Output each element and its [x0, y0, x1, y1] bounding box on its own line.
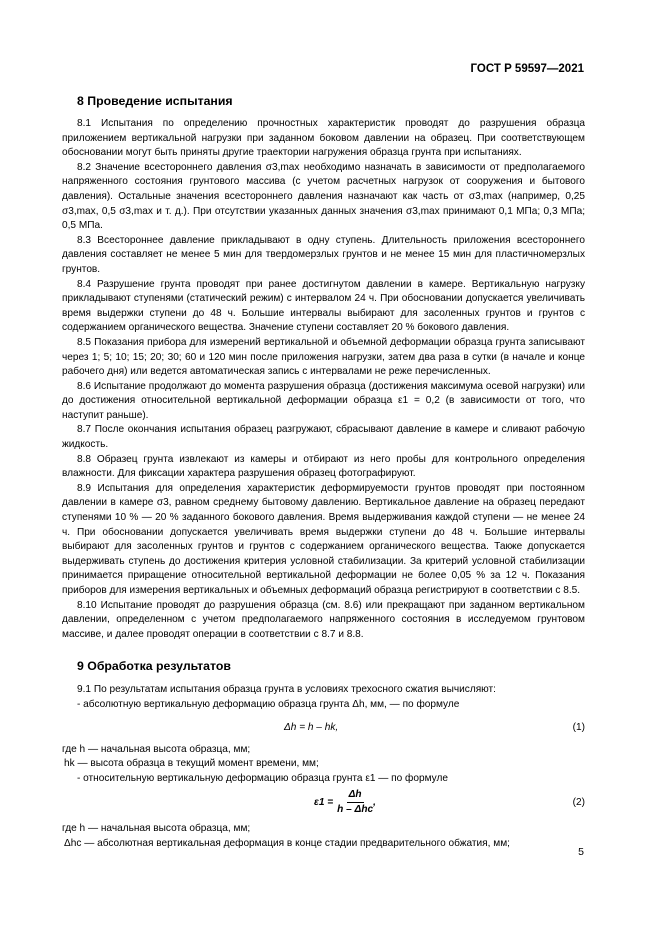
paragraph-8-3: 8.3 Всестороннее давление прикладывают в одну ступень. Длительность приложения всестороннего давления составляет не менее 5 мин для твердомерзлых грунтов и не менее 15 мин для пластичномерзлых грунтов. [62, 234, 585, 275]
paragraph-8-5: 8.5 Показания прибора для измерений вертикальной и объемной деформации образца грунта записывают через 1; 5; 10; 15; 20; 30; 60 и 120 мин после приложения нагрузки, затем два раза в сутки (в начале и конце рабочего дня) или ведется автоматическая запись с интервалами не реже перечисленных. [62, 336, 585, 378]
paragraph-8-4: 8.4 Разрушение грунта проводят при ранее достигнутом давлении в камере. Вертикальную нагрузку прикладывают ступенями (статический режим) с интервалом 24 ч. При обосновании допускается увеличивать время выдержки ступени до 48 ч. Большие интервалы выбирают для засоленных грунтов и грунтов с содержанием органического вещества. Значение ступени составляет 20 % бокового давления. [62, 278, 585, 334]
formula-1-expression: Δh = h – hk, [284, 721, 339, 733]
section-8-title: 8 Проведение испытания [77, 94, 233, 108]
formula-2-fraction [337, 788, 373, 817]
formula-2-tail: , [373, 796, 376, 808]
formula-1-intro: - абсолютную вертикальную деформацию образца грунта Δh, мм, — по формуле [77, 698, 460, 710]
formula-2 [62, 786, 585, 822]
formula-2-where-h: где h — начальная высота образца, мм; [62, 823, 251, 835]
paragraph-8-10: 8.10 Испытание проводят до разрушения образца (см. 8.6) или прекращают при заданном вертикальном давлении, определенном с учетом предполагаемого напряженного состояния в исследуемом грунтовом массиве, и далее проводят операции в соответствии с 8.7 и 8.8. [62, 599, 585, 640]
paragraph-8-6: 8.6 Испытание продолжают до момента разрушения образца (достижения максимума осевой нагрузки) или до достижения относительной вертикальной деформации образца ε1 = 0,2 (в зависимости от того, что наступит раньше). [62, 380, 585, 421]
formula-1-number: (1) [572, 721, 585, 733]
document-code: ГОСТ Р 59597—2021 [470, 63, 584, 75]
formula-2-number: (2) [572, 797, 585, 809]
page-number: 5 [578, 846, 584, 858]
formula-2-expression [314, 788, 376, 817]
formula-1 [62, 713, 585, 743]
formula-2-intro: - относительную вертикальную деформацию образца грунта ε1 — по формуле [77, 772, 448, 784]
formula-1-where-hk [62, 757, 585, 772]
page-content [62, 90, 585, 852]
paragraph-8-2: 8.2 Значение всестороннего давления σ3,max необходимо назначать в зависимости от предполагаемого напряженного состояния грунтового массива (с учетом расчетных нагрузок от сооружения и бытового давления). Остальные значения всестороннего давления назначают как часть от σ3,max (например, 0,25 σ3,max, 0,5 σ3,max и т. д.). При отсутствии указанных данных значения σ3,max принимают 0,1 МПа; 0,3 МПа; 0,5 МПа. [62, 161, 585, 232]
section-9-title: 9 Обработка результатов [77, 659, 231, 674]
where-hk-text: hk — высота образца в текущий момент времени, мм; [64, 758, 319, 770]
paragraph-8-8: 8.8 Образец грунта извлекают из камеры и отбирают из него пробы для контрольного определения влажности. Для фиксации характера разрушения образец фотографируют. [62, 453, 585, 480]
formula-2-lhs: ε1 = [314, 796, 334, 808]
paragraph-9-1: 9.1 По результатам испытания образца грунта в условиях трехосного сжатия вычисляют: [77, 684, 496, 696]
formula-2-denominator: h – Δhc [337, 804, 374, 816]
paragraph-8-1: 8.1 Испытания по определению прочностных характеристик проводят до разрушения образца приложением вертикальной нагрузки при заданном боковом давлении на образец. При соответствующем обосновании могут быть приняты другие траектории нагружения образца грунта при испытаниях. [62, 118, 585, 159]
formula-2-where-dhc: Δhc — абсолютная вертикальная деформация в конце стадии предварительного обжатия, мм; [64, 837, 510, 849]
formula-1-where-h: где h — начальная высота образца, мм; [62, 743, 251, 755]
formula-2-numerator: Δh [347, 788, 364, 803]
paragraph-8-9: 8.9 Испытания для определения характеристик деформируемости грунтов проводят при постоянном давлении в камере σ3, равном среднему бытовому давлению. Вертикальное давление на образец передают ступенями 10 % — 20 % заданного бокового давления. Время выдерживания каждой ступени — не менее 24 ч. При обосновании допускается увеличивать время выдержки ступени до 48 ч. Большие интервалы выбирают для засоленных грунтов и грунтов с содержанием органического вещества. Также допускается выдерживать ступень до достижения критерия условной стабилизации. За критерий условной стабилизации принимается приращение относительной вертикальной деформации не более 0,05 % за 12 ч. Показания приборов для измерения вертикальных и объемных деформаций образца регистрируют в соответствии с 8.5. [62, 482, 585, 596]
paragraph-8-7: 8.7 После окончания испытания образец разгружают, сбрасывают давление в камере и сливают рабочую жидкость. [62, 424, 585, 451]
